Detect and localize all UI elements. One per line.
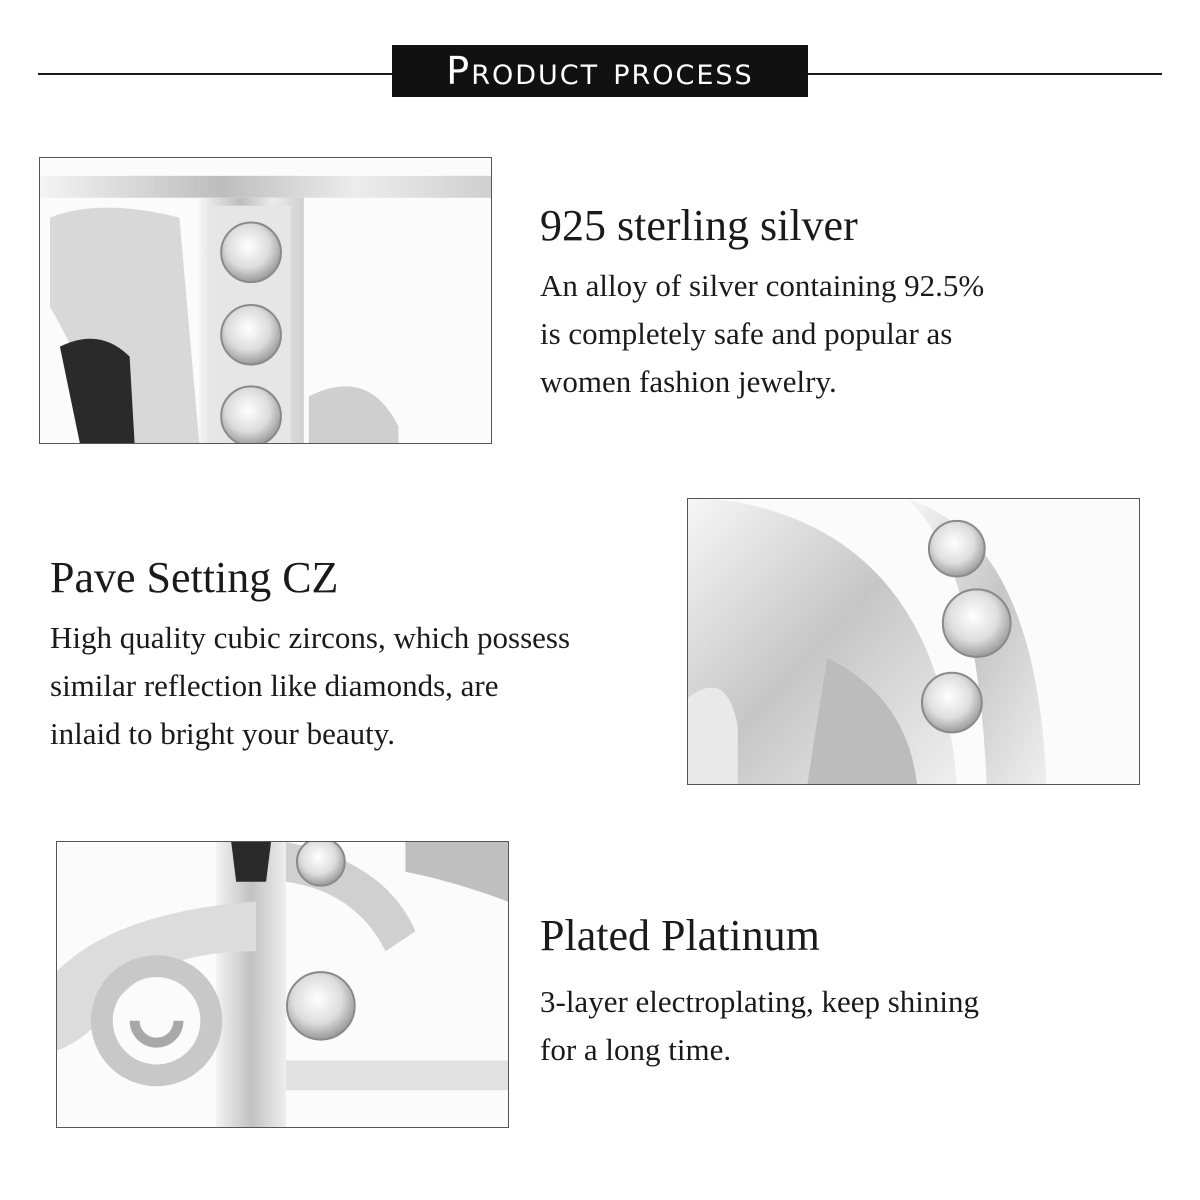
zircon-setting-closeup-image xyxy=(687,498,1140,785)
feature-sterling-silver xyxy=(540,200,984,406)
section-title: Product process xyxy=(446,49,754,93)
header-rule-left xyxy=(38,73,394,75)
feature-title: Pave Setting CZ xyxy=(50,553,339,602)
feature-line: women fashion jewelry. xyxy=(540,364,837,399)
silver-letter-closeup-image xyxy=(39,157,492,444)
platinum-swirl-closeup-image xyxy=(56,841,509,1128)
feature-line: is completely safe and popular as xyxy=(540,316,953,351)
platinum-swirl-closeup-icon xyxy=(57,842,508,1127)
feature-plated-platinum xyxy=(540,910,979,1074)
feature-title: Plated Platinum xyxy=(540,911,820,960)
feature-line: for a long time. xyxy=(540,1032,732,1067)
feature-line: similar reflection like diamonds, are xyxy=(50,668,499,703)
feature-description xyxy=(50,614,570,758)
feature-title: 925 sterling silver xyxy=(540,201,858,250)
feature-line: High quality cubic zircons, which possess xyxy=(50,620,571,655)
feature-pave-setting xyxy=(50,552,570,758)
feature-description xyxy=(540,978,979,1074)
feature-line: 3-layer electroplating, keep shining xyxy=(540,984,980,1019)
section-banner xyxy=(392,45,808,97)
header-rule-right xyxy=(806,73,1162,75)
feature-line: An alloy of silver containing 92.5% xyxy=(540,268,985,303)
feature-description xyxy=(540,262,984,406)
silver-letter-closeup-icon xyxy=(40,158,491,443)
zircon-setting-closeup-icon xyxy=(688,499,1139,784)
feature-line: inlaid to bright your beauty. xyxy=(50,716,395,751)
